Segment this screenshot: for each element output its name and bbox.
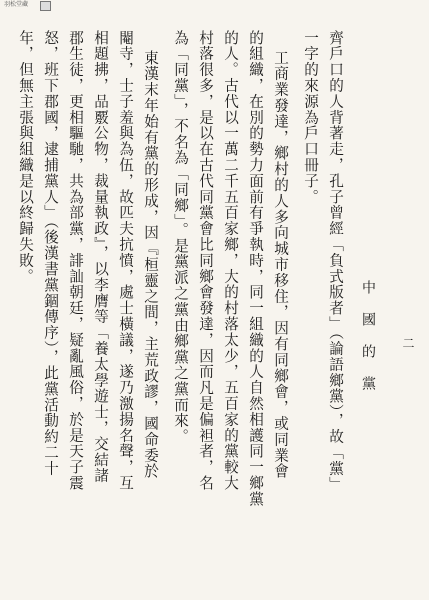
library-stamp-text: 羽松堂藏 bbox=[4, 1, 29, 8]
text-column: 為「同黨」，不名為「同鄉」。是黨派之黨由鄉黨之黨而來。 bbox=[172, 30, 189, 445]
text-column: 村落很多，是以在古代同黨會比同鄉會發達，因而凡是偏袒者，名 bbox=[197, 30, 214, 492]
text-column: 郡生徒，更相驅馳，共為部黨，誹訕朝廷，疑亂風俗，於是天子震 bbox=[67, 30, 84, 492]
text-column: 的組織，在別的勢力面前有爭執時，同一組織的人自然相護同一鄉黨 bbox=[247, 30, 264, 507]
text-column: 齊戶口的人背著走，孔子曾經「負式版者」（論語鄉黨），故「黨」 bbox=[327, 30, 344, 493]
text-column: 相題拂，品覈公物，裁量執政』，以李膺等「養太學遊士，交結諸 bbox=[92, 30, 109, 484]
text-column: 東漢末年始有黨的形成，因『桓靈之間，主荒政謬，國命委於 bbox=[142, 50, 159, 480]
page-number: 二 bbox=[401, 337, 415, 349]
text-column: 一字的來源為戶口冊子。 bbox=[302, 30, 319, 205]
running-head: 中國的黨 bbox=[360, 280, 376, 408]
text-column: 閹寺，士子羞與為伍，故匹夫抗憤，處士橫議，遂乃激揚名聲，互 bbox=[117, 30, 134, 492]
text-column: 年，但無主張與組織是以終歸失敗。 bbox=[17, 30, 34, 285]
text-column: 的人。古代以一萬二千五百家鄉，大的村落太少，五百家的黨較大 bbox=[222, 30, 239, 492]
text-column: 工商業發達，鄉村的人多向城市移住，因有同鄉會，或同業會 bbox=[272, 50, 289, 480]
text-column: 怒，班下郡國，逮捕黨人」（後漢書黨錮傳序），此黨活動約二十 bbox=[42, 30, 59, 477]
